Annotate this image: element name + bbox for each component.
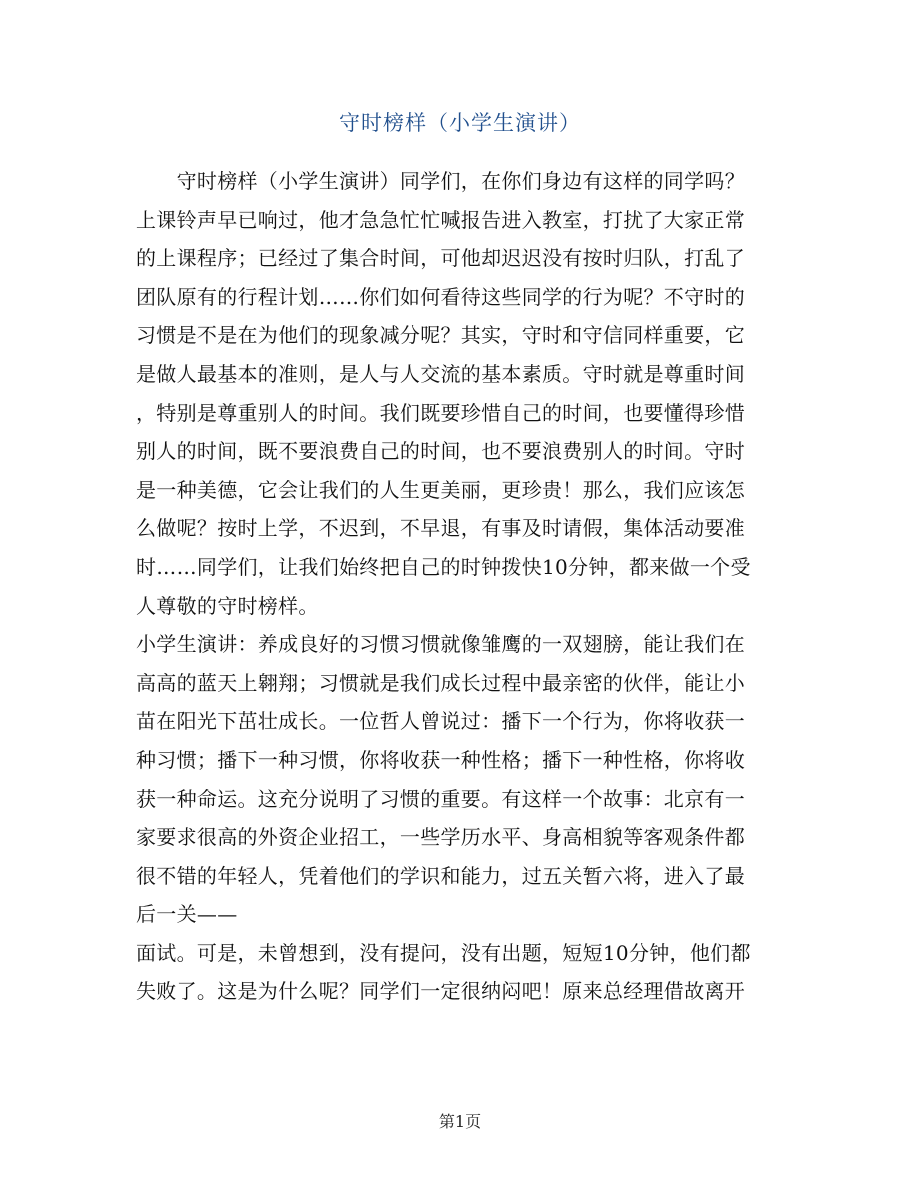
text-line: 是一种美德，它会让我们的人生更美丽，更珍贵！那么，我们应该怎 bbox=[136, 477, 745, 502]
text-line: ，特别是尊重别人的时间。我们既要珍惜自己的时间，也要懂得珍惜 bbox=[136, 400, 745, 425]
text-line: 别人的时间，既不要浪费自己的时间，也不要浪费别人的时间。守时 bbox=[136, 439, 745, 464]
text-line: 是做人最基本的准则，是人与人交流的基本素质。守时就是尊重时间 bbox=[136, 361, 745, 386]
text-line: 获一种命运。这充分说明了习惯的重要。有这样一个故事：北京有一 bbox=[136, 786, 745, 811]
text-line: 小学生演讲：养成良好的习惯习惯就像雏鹰的一双翅膀，能让我们在 bbox=[136, 632, 745, 657]
text-line: 的上课程序；已经过了集合时间，可他却迟迟没有按时归队，打乱了 bbox=[136, 246, 745, 271]
text-line: 高高的蓝天上翱翔；习惯就是我们成长过程中最亲密的伙伴，能让小 bbox=[136, 670, 745, 695]
text-line: 守时榜样（小学生演讲）同学们，在你们身边有这样的同学吗？ bbox=[136, 169, 745, 193]
text-line: 很不错的年轻人，凭着他们的学识和能力，过五关暂六将，进入了最 bbox=[136, 863, 745, 888]
text-line: 种习惯；播下一种习惯，你将收获一种性格；播下一种性格，你将收 bbox=[136, 747, 745, 772]
document-title: 守时榜样（小学生演讲） bbox=[339, 111, 581, 135]
text-line: 后一关—— bbox=[136, 902, 238, 927]
text-line: 失败了。这是为什么呢？同学们一定很纳闷吧！原来总经理借故离开 bbox=[136, 979, 745, 1004]
document-body bbox=[136, 162, 796, 1011]
text-line: 家要求很高的外资企业招工，一些学历水平、身高相貌等客观条件都 bbox=[136, 825, 745, 850]
text-line: 习惯是不是在为他们的现象减分呢？其实，守时和守信同样重要，它 bbox=[136, 323, 745, 348]
text-line: 人尊敬的守时榜样。 bbox=[136, 593, 319, 618]
text-line: 时……同学们，让我们始终把自己的时钟拨快10分钟，都来做一个受 bbox=[136, 554, 751, 579]
text-line: 么做呢？按时上学，不迟到，不早退，有事及时请假，集体活动要准 bbox=[136, 516, 745, 541]
page-number: 第1页 bbox=[438, 1112, 482, 1131]
text-line: 团队原有的行程计划……你们如何看待这些同学的行为呢？不守时的 bbox=[136, 284, 745, 309]
text-line: 面试。可是，未曾想到，没有提问，没有出题，短短10分钟，他们都 bbox=[136, 940, 751, 965]
text-line: 苗在阳光下茁壮成长。一位哲人曾说过：播下一个行为，你将收获一 bbox=[136, 709, 745, 734]
text-line: 上课铃声早已响过，他才急急忙忙喊报告进入教室，打扰了大家正常 bbox=[136, 207, 745, 232]
